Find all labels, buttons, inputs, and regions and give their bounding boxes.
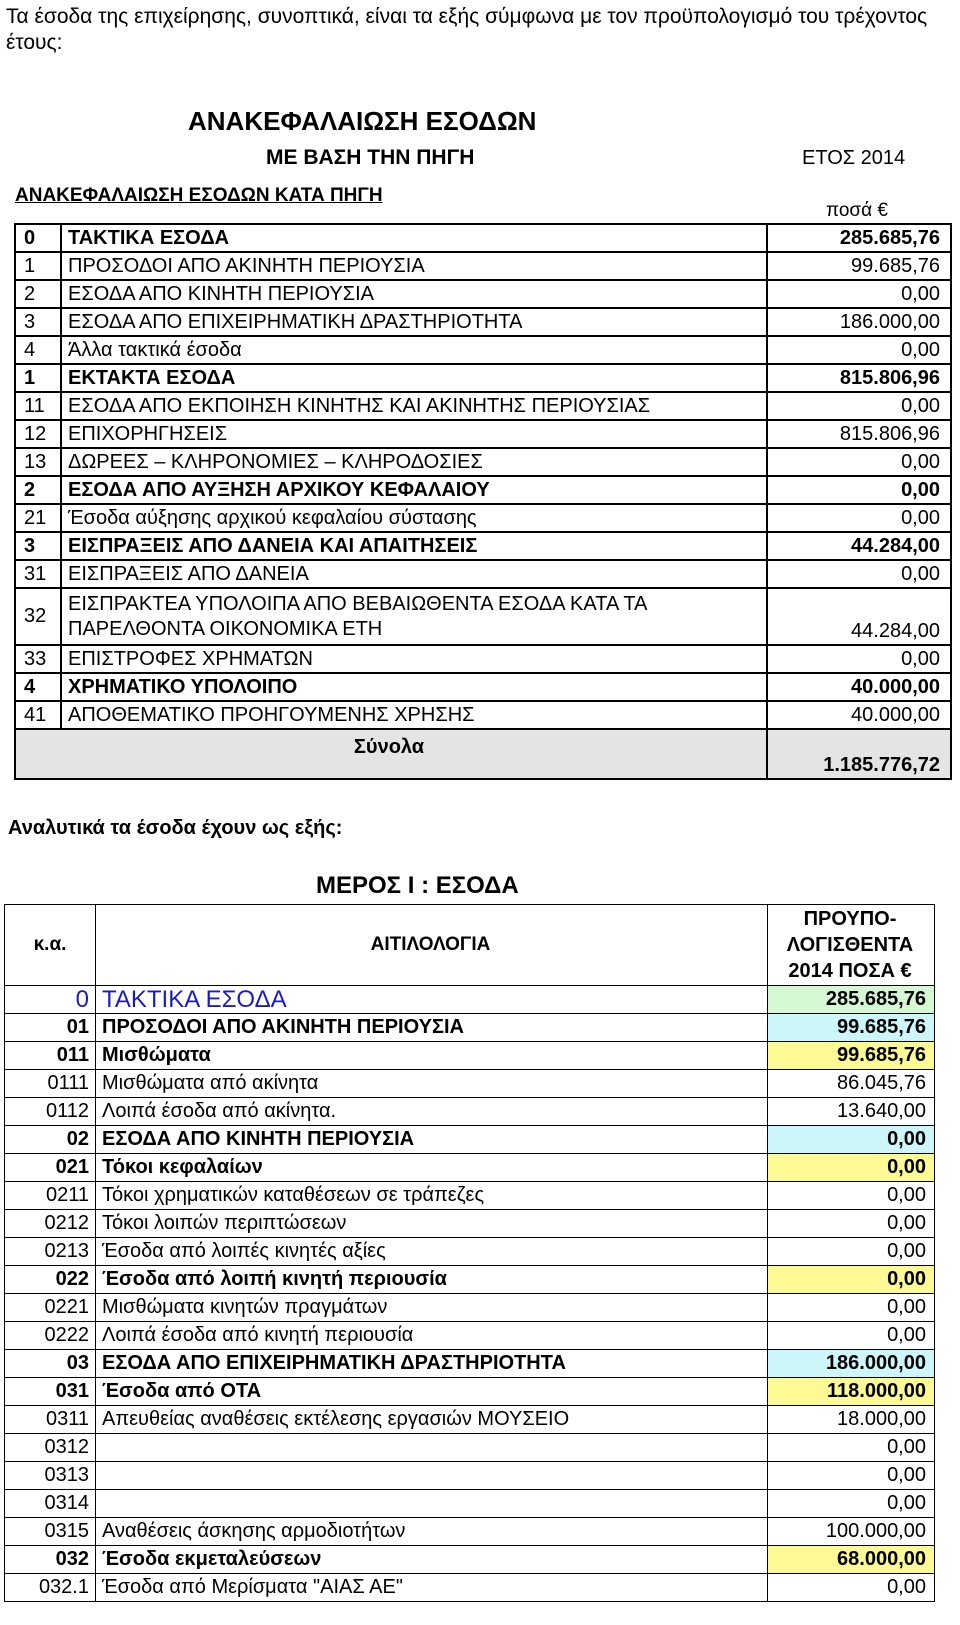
summary-row — [15, 420, 951, 448]
detail-description: Αναθέσεις άσκησης αρμοδιοτήτων — [96, 1518, 768, 1546]
summary-row — [15, 280, 951, 308]
detail-row — [5, 1266, 935, 1294]
page-title: ΑΝΑΚΕΦΑΛΑΙΩΣΗ ΕΣΟΔΩΝ — [188, 106, 537, 136]
amount-header: ποσά € — [826, 200, 888, 221]
summary-label: ΧΡΗΜΑΤΙΚΟ ΥΠΟΛΟΙΠΟ — [61, 673, 767, 701]
detail-row — [5, 1210, 935, 1238]
summary-row — [15, 701, 951, 729]
detail-amount: 68.000,00 — [768, 1546, 935, 1574]
summary-amount: 0,00 — [767, 476, 951, 504]
summary-label: ΕΙΣΠΡΑΞΕΙΣ ΑΠΟ ΔΑΝΕΙΑ — [61, 560, 767, 588]
summary-code: 1 — [15, 252, 61, 280]
detail-row — [5, 1182, 935, 1210]
summary-label: ΠΡΟΣΟΔΟΙ ΑΠΟ ΑΚΙΝΗΤΗ ΠΕΡΙΟΥΣΙΑ — [61, 252, 767, 280]
detail-row — [5, 986, 935, 1014]
summary-label: ΔΩΡΕΕΣ – ΚΛΗΡΟΝΟΜΙΕΣ – ΚΛΗΡΟΔΟΣΙΕΣ — [61, 448, 767, 476]
summary-amount: 0,00 — [767, 336, 951, 364]
detail-code: 031 — [5, 1378, 96, 1406]
detail-code: 0111 — [5, 1070, 96, 1098]
detail-amount: 0,00 — [768, 1490, 935, 1518]
summary-code: 2 — [15, 476, 61, 504]
detail-row — [5, 1518, 935, 1546]
summary-label: Άλλα τακτικά έσοδα — [61, 336, 767, 364]
detail-amount: 186.000,00 — [768, 1350, 935, 1378]
detail-row — [5, 1014, 935, 1042]
detail-row — [5, 1546, 935, 1574]
detail-code: 02 — [5, 1126, 96, 1154]
header-amount: ΠΡΟΥΠΟ-ΛΟΓΙΣΘΕΝΤΑ 2014 ΠΟΣΑ € — [768, 905, 935, 986]
detail-code: 0211 — [5, 1182, 96, 1210]
detail-description: Έσοδα από ΟΤΑ — [96, 1378, 768, 1406]
summary-row — [15, 645, 951, 673]
summary-code: 2 — [15, 280, 61, 308]
detail-amount: 0,00 — [768, 1574, 935, 1602]
detail-description: Μισθώματα κινητών πραγμάτων — [96, 1294, 768, 1322]
summary-code: 12 — [15, 420, 61, 448]
header-description: ΑΙΤΙΛΟΛΟΓΙΑ — [96, 905, 768, 986]
detail-code: 011 — [5, 1042, 96, 1070]
summary-code: 41 — [15, 701, 61, 729]
section-title: ΑΝΑΚΕΦΑΛΑΙΩΣΗ ΕΣΟΔΩΝ ΚΑΤΑ ΠΗΓΗ — [15, 185, 383, 206]
detail-amount: 0,00 — [768, 1294, 935, 1322]
summary-row — [15, 224, 951, 252]
summary-row — [15, 532, 951, 560]
detail-description: Λοιπά έσοδα από κινητή περιουσία — [96, 1322, 768, 1350]
detail-description: ΕΣΟΔΑ ΑΠΟ ΕΠΙΧΕΙΡΗΜΑΤΙΚΗ ΔΡΑΣΤΗΡΙΟΤΗΤΑ — [96, 1350, 768, 1378]
summary-code: 0 — [15, 224, 61, 252]
summary-code: 31 — [15, 560, 61, 588]
detail-row — [5, 1238, 935, 1266]
detail-description: Απευθείας αναθέσεις εκτέλεσης εργασιών ΜΟΥΣΕΙΟ — [96, 1406, 768, 1434]
detail-amount: 0,00 — [768, 1154, 935, 1182]
detail-code: 032 — [5, 1546, 96, 1574]
detail-amount: 0,00 — [768, 1322, 935, 1350]
detail-description: Μισθώματα από ακίνητα — [96, 1070, 768, 1098]
summary-label: ΕΠΙΧΟΡΗΓΗΣΕΙΣ — [61, 420, 767, 448]
detail-amount: 0,00 — [768, 1266, 935, 1294]
summary-label: Έσοδα αύξησης αρχικού κεφαλαίου σύστασης — [61, 504, 767, 532]
detail-amount: 0,00 — [768, 1434, 935, 1462]
summary-code: 3 — [15, 532, 61, 560]
detail-row — [5, 1406, 935, 1434]
detail-row — [5, 1070, 935, 1098]
summary-row — [15, 364, 951, 392]
detail-description: ΕΣΟΔΑ ΑΠΟ ΚΙΝΗΤΗ ΠΕΡΙΟΥΣΙΑ — [96, 1126, 768, 1154]
detail-description: Λοιπά έσοδα από ακίνητα. — [96, 1098, 768, 1126]
detail-code: 03 — [5, 1350, 96, 1378]
summary-row — [15, 504, 951, 532]
detail-code: 022 — [5, 1266, 96, 1294]
summary-amount: 0,00 — [767, 645, 951, 673]
summary-amount: 99.685,76 — [767, 252, 951, 280]
summary-amount: 44.284,00 — [767, 532, 951, 560]
detail-code: 0315 — [5, 1518, 96, 1546]
detail-row — [5, 1378, 935, 1406]
detail-amount: 0,00 — [768, 1238, 935, 1266]
detail-row — [5, 1098, 935, 1126]
detail-code: 032.1 — [5, 1574, 96, 1602]
summary-code: 11 — [15, 392, 61, 420]
summary-code: 33 — [15, 645, 61, 673]
detail-table — [4, 904, 935, 1602]
detail-code: 0312 — [5, 1434, 96, 1462]
detail-row — [5, 1574, 935, 1602]
summary-code: 4 — [15, 673, 61, 701]
summary-label: ΕΙΣΠΡΑΞΕΙΣ ΑΠΟ ΔΑΝΕΙΑ ΚΑΙ ΑΠΑΙΤΗΣΕΙΣ — [61, 532, 767, 560]
part-title: ΜΕΡΟΣ Ι : ΕΣΟΔΑ — [316, 872, 519, 899]
detail-row — [5, 1042, 935, 1070]
detail-amount: 99.685,76 — [768, 1014, 935, 1042]
summary-row — [15, 476, 951, 504]
summary-amount: 0,00 — [767, 504, 951, 532]
summary-row — [15, 308, 951, 336]
detail-code: 0112 — [5, 1098, 96, 1126]
summary-row — [15, 673, 951, 701]
summary-amount: 815.806,96 — [767, 420, 951, 448]
detail-amount: 0,00 — [768, 1126, 935, 1154]
summary-amount: 0,00 — [767, 392, 951, 420]
summary-label: ΕΣΟΔΑ ΑΠΟ ΕΚΠΟΙΗΣΗ ΚΙΝΗΤΗΣ ΚΑΙ ΑΚΙΝΗΤΗΣ ΠΕΡΙΟΥΣΙΑΣ — [61, 392, 767, 420]
summary-row — [15, 448, 951, 476]
detail-code: 0221 — [5, 1294, 96, 1322]
detail-code: 0314 — [5, 1490, 96, 1518]
summary-amount: 40.000,00 — [767, 701, 951, 729]
summary-table — [14, 223, 952, 780]
summary-code: 3 — [15, 308, 61, 336]
summary-label: ΑΠΟΘΕΜΑΤΙΚΟ ΠΡΟΗΓΟΥΜΕΝΗΣ ΧΡΗΣΗΣ — [61, 701, 767, 729]
summary-amount: 44.284,00 — [767, 588, 951, 645]
totals-amount: 1.185.776,72 — [767, 729, 951, 779]
detail-row — [5, 1294, 935, 1322]
detail-amount: 100.000,00 — [768, 1518, 935, 1546]
summary-amount: 815.806,96 — [767, 364, 951, 392]
summary-code: 21 — [15, 504, 61, 532]
summary-code: 13 — [15, 448, 61, 476]
detail-description: Τόκοι κεφαλαίων — [96, 1154, 768, 1182]
detail-description: Τόκοι χρηματικών καταθέσεων σε τράπεζες — [96, 1182, 768, 1210]
summary-code: 4 — [15, 336, 61, 364]
detail-code: 0213 — [5, 1238, 96, 1266]
detail-row — [5, 1490, 935, 1518]
summary-code: 32 — [15, 588, 61, 645]
header-code: κ.α. — [5, 905, 96, 986]
detail-code: 0212 — [5, 1210, 96, 1238]
summary-label: ΕΙΣΠΡΑΚΤΕΑ ΥΠΟΛΟΙΠΑ ΑΠΟ ΒΕΒΑΙΩΘΕΝΤΑ ΕΣΟΔΑ ΚΑΤΑ ΤΑ ΠΑΡΕΛΘΟΝΤΑ ΟΙΚΟΝΟΜΙΚΑ ΕΤΗ — [61, 588, 767, 645]
detail-code: 0222 — [5, 1322, 96, 1350]
detail-amount: 18.000,00 — [768, 1406, 935, 1434]
detail-row — [5, 1154, 935, 1182]
summary-row — [15, 336, 951, 364]
detail-description: ΤΑΚΤΙΚΑ ΕΣΟΔΑ — [96, 986, 768, 1014]
detail-amount: 86.045,76 — [768, 1070, 935, 1098]
summary-label: ΕΣΟΔΑ ΑΠΟ ΚΙΝΗΤΗ ΠΕΡΙΟΥΣΙΑ — [61, 280, 767, 308]
detail-description: Έσοδα από λοιπή κινητή περιουσία — [96, 1266, 768, 1294]
detail-amount: 285.685,76 — [768, 986, 935, 1014]
totals-row — [15, 729, 951, 779]
summary-row — [15, 588, 951, 645]
summary-row — [15, 252, 951, 280]
detail-amount: 118.000,00 — [768, 1378, 935, 1406]
detail-header-row — [5, 905, 935, 986]
detail-description: Έσοδα εκμεταλεύσεων — [96, 1546, 768, 1574]
year-label: ΕΤΟΣ 2014 — [802, 147, 906, 169]
summary-label: ΕΣΟΔΑ ΑΠΟ ΑΥΞΗΣΗ ΑΡΧΙΚΟΥ ΚΕΦΑΛΑΙΟΥ — [61, 476, 767, 504]
summary-label: ΤΑΚΤΙΚΑ ΕΣΟΔΑ — [61, 224, 767, 252]
summary-code: 1 — [15, 364, 61, 392]
summary-label: ΕΠΙΣΤΡΟΦΕΣ ΧΡΗΜΑΤΩΝ — [61, 645, 767, 673]
summary-amount: 0,00 — [767, 280, 951, 308]
detail-amount: 0,00 — [768, 1182, 935, 1210]
summary-amount: 186.000,00 — [767, 308, 951, 336]
detail-description: Έσοδα από Μερίσματα "ΑΙΑΣ ΑΕ" — [96, 1574, 768, 1602]
detail-amount: 13.640,00 — [768, 1098, 935, 1126]
analytic-title: Αναλυτικά τα έσοδα έχουν ως εξής: — [8, 817, 343, 839]
detail-description: Έσοδα από λοιπές κινητές αξίες — [96, 1238, 768, 1266]
intro-paragraph: Τα έσοδα της επιχείρησης, συνοπτικά, είναι τα εξής σύμφωνα με τον προϋπολογισμό του τρέχοντος έτους: — [6, 5, 928, 54]
detail-amount: 0,00 — [768, 1462, 935, 1490]
detail-row — [5, 1462, 935, 1490]
detail-row — [5, 1322, 935, 1350]
summary-row — [15, 560, 951, 588]
summary-row — [15, 392, 951, 420]
detail-description: Μισθώματα — [96, 1042, 768, 1070]
detail-description — [96, 1490, 768, 1518]
detail-description: Τόκοι λοιπών περιπτώσεων — [96, 1210, 768, 1238]
page-subtitle: ΜΕ ΒΑΣΗ ΤΗΝ ΠΗΓΗ — [266, 146, 475, 169]
summary-label: ΕΣΟΔΑ ΑΠΟ ΕΠΙΧΕΙΡΗΜΑΤΙΚΗ ΔΡΑΣΤΗΡΙΟΤΗΤΑ — [61, 308, 767, 336]
detail-code: 0313 — [5, 1462, 96, 1490]
totals-label: Σύνολα — [15, 729, 767, 779]
detail-code: 01 — [5, 1014, 96, 1042]
detail-description — [96, 1462, 768, 1490]
summary-amount: 285.685,76 — [767, 224, 951, 252]
detail-row — [5, 1434, 935, 1462]
summary-amount: 0,00 — [767, 448, 951, 476]
detail-description — [96, 1434, 768, 1462]
detail-amount: 0,00 — [768, 1210, 935, 1238]
detail-row — [5, 1350, 935, 1378]
detail-description: ΠΡΟΣΟΔΟΙ ΑΠΟ ΑΚΙΝΗΤΗ ΠΕΡΙΟΥΣΙΑ — [96, 1014, 768, 1042]
detail-code: 0 — [5, 986, 96, 1014]
detail-code: 021 — [5, 1154, 96, 1182]
summary-label: ΕΚΤΑΚΤΑ ΕΣΟΔΑ — [61, 364, 767, 392]
detail-amount: 99.685,76 — [768, 1042, 935, 1070]
detail-code: 0311 — [5, 1406, 96, 1434]
detail-row — [5, 1126, 935, 1154]
summary-amount: 0,00 — [767, 560, 951, 588]
summary-amount: 40.000,00 — [767, 673, 951, 701]
